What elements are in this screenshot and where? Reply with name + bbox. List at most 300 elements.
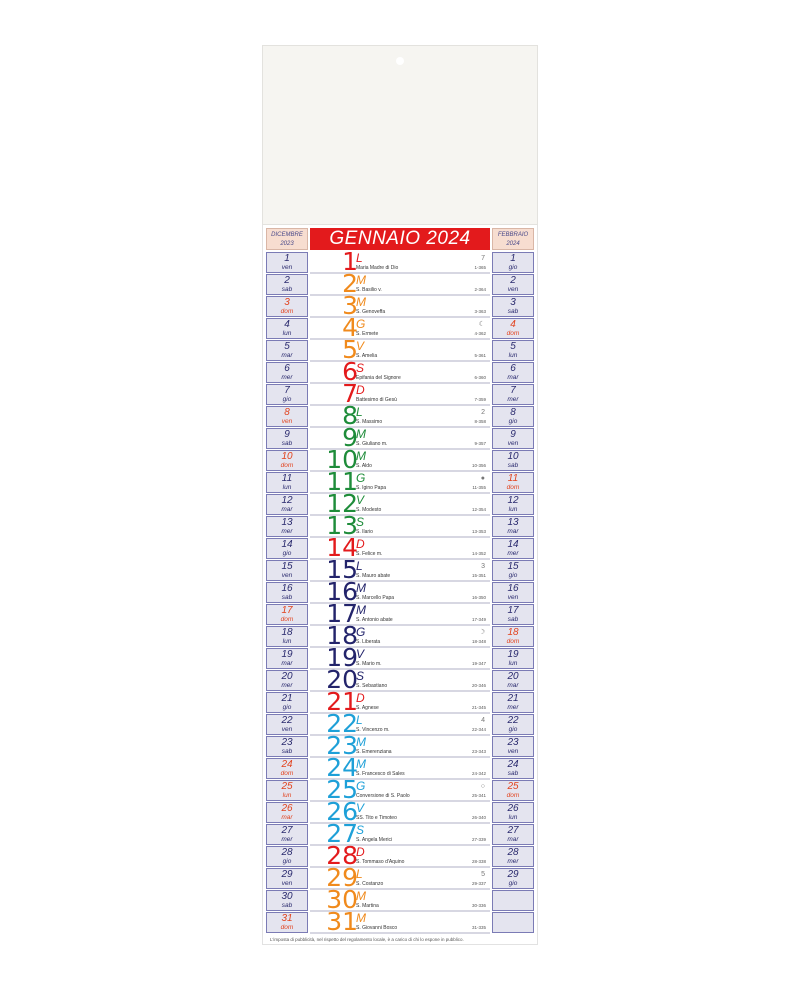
next-day-weekday: lun	[508, 660, 518, 667]
day-row	[266, 753, 534, 782]
prev-day-weekday: mar	[281, 506, 293, 513]
saint-name: S. Antonio abate	[356, 617, 393, 623]
next-day-number: 22	[507, 715, 519, 726]
next-day-weekday: gio	[508, 418, 518, 425]
saint-name: Maria Madre di Dio	[356, 265, 399, 271]
prev-day-number: 6	[284, 363, 290, 374]
prev-month-day	[266, 868, 308, 889]
prev-day-number: 28	[281, 847, 293, 858]
weekday-letter: M	[356, 581, 366, 595]
day-of-year-count: 12-354	[471, 507, 486, 512]
day-number: 3	[342, 291, 358, 320]
day-of-year-count: 15-351	[471, 573, 486, 578]
moon-phase-icon: ●	[480, 475, 485, 482]
prev-day-weekday: mer	[281, 374, 293, 381]
prev-month-year: 2023	[280, 241, 294, 247]
prev-day-weekday: dom	[280, 770, 294, 777]
next-month-day	[492, 604, 534, 625]
day-row	[266, 379, 534, 408]
weekday-letter: D	[356, 845, 365, 859]
prev-month-day	[266, 406, 308, 427]
prev-day-number: 18	[281, 627, 293, 638]
day-number: 15	[326, 555, 358, 584]
prev-month-day	[266, 582, 308, 603]
prev-month-day	[266, 758, 308, 779]
prev-month-day	[266, 648, 308, 669]
next-month-label	[492, 228, 534, 250]
prev-day-number: 7	[284, 385, 290, 396]
saint-name: S. Massimo	[356, 419, 383, 425]
weekday-letter: M	[356, 757, 366, 771]
saint-name: S. Martina	[356, 903, 379, 909]
weekday-letter: S	[356, 669, 365, 683]
next-day-weekday: gio	[508, 726, 518, 733]
day-of-year-count: 3-363	[474, 309, 486, 314]
next-day-number: 25	[507, 781, 519, 792]
prev-day-weekday: mar	[281, 814, 293, 821]
prev-day-number: 19	[281, 649, 293, 660]
prev-day-weekday: sab	[281, 748, 293, 755]
moon-phase-icon: 2	[481, 409, 485, 416]
next-day-weekday: ven	[507, 594, 519, 601]
day-row	[266, 599, 534, 628]
next-month-day	[492, 340, 534, 361]
next-day-number: 7	[510, 385, 516, 396]
prev-day-number: 15	[281, 561, 293, 572]
advertising-blank-area	[262, 45, 538, 225]
weekday-letter: G	[356, 779, 366, 793]
weekday-letter: V	[356, 339, 365, 353]
saint-name: S. Ilario	[356, 529, 373, 535]
day-row	[266, 863, 534, 892]
day-row	[266, 247, 534, 276]
next-day-number: 14	[507, 539, 519, 550]
saint-name: Epifania del Signore	[356, 375, 401, 381]
next-day-weekday: dom	[506, 638, 520, 645]
prev-day-weekday: dom	[280, 616, 294, 623]
day-number: 12	[326, 489, 358, 518]
day-row	[266, 687, 534, 716]
day-row	[266, 423, 534, 452]
saint-name: S. Liberata	[356, 639, 381, 645]
next-day-weekday: ven	[507, 286, 519, 293]
next-day-number: 15	[507, 561, 519, 572]
weekday-letter: V	[356, 801, 365, 815]
next-month-day	[492, 824, 534, 845]
prev-day-weekday: sab	[281, 440, 293, 447]
prev-day-weekday: mer	[281, 528, 293, 535]
next-day-number: 21	[507, 693, 519, 704]
next-day-weekday: mar	[507, 836, 519, 843]
prev-month-day	[266, 846, 308, 867]
day-row	[266, 357, 534, 386]
next-month-day	[492, 450, 534, 471]
prev-day-weekday: lun	[282, 638, 292, 645]
saint-name: S. Agnese	[356, 705, 379, 711]
next-day-weekday: gio	[508, 572, 518, 579]
prev-month-day	[266, 560, 308, 581]
prev-day-number: 27	[281, 825, 293, 836]
next-day-number: 28	[507, 847, 519, 858]
next-month-empty-cell	[492, 890, 534, 911]
january-day	[310, 907, 490, 936]
next-day-number: 6	[510, 363, 516, 374]
day-number: 24	[326, 753, 358, 782]
day-of-year-count: 24-342	[471, 771, 486, 776]
day-of-year-count: 31-335	[471, 925, 486, 930]
saint-name: S. Genoveffa	[356, 309, 386, 315]
next-day-weekday: sab	[507, 308, 519, 315]
prev-month-day	[266, 384, 308, 405]
next-day-number: 24	[507, 759, 519, 770]
prev-day-weekday: mer	[281, 682, 293, 689]
next-day-weekday: mer	[507, 704, 519, 711]
next-day-weekday: mer	[507, 858, 519, 865]
next-month-year: 2024	[506, 241, 520, 247]
day-number: 25	[326, 775, 358, 804]
day-number: 31	[326, 907, 358, 936]
prev-month-day	[266, 252, 308, 273]
day-of-year-count: 10-356	[471, 463, 486, 468]
prev-day-number: 10	[281, 451, 293, 462]
weekday-letter: L	[356, 405, 363, 419]
day-number: 11	[326, 467, 358, 496]
footer-note: L'imposta di pubblicità, nel rispetto del regolamento locale, è a carico di chi lo espone in pubblico.	[270, 937, 464, 942]
next-month-day	[492, 318, 534, 339]
next-day-number: 13	[507, 517, 519, 528]
moon-phase-icon: ☾	[478, 321, 485, 328]
prev-day-number: 25	[281, 781, 293, 792]
next-month-day	[492, 472, 534, 493]
day-number: 4	[342, 313, 358, 342]
prev-month-day	[266, 912, 308, 933]
day-row	[266, 555, 534, 584]
next-day-weekday: sab	[507, 616, 519, 623]
month-header	[266, 228, 534, 250]
weekday-letter: G	[356, 625, 366, 639]
saint-name: S. Mauro abate	[356, 573, 391, 579]
prev-day-number: 14	[281, 539, 293, 550]
saint-name: S. Tommaso d'Aquino	[356, 859, 405, 865]
prev-day-number: 8	[284, 407, 290, 418]
day-number: 9	[342, 423, 358, 452]
day-row	[266, 577, 534, 606]
day-of-year-count: 2-364	[474, 287, 486, 292]
prev-day-weekday: ven	[281, 726, 293, 733]
day-row	[266, 445, 534, 474]
moon-phase-icon: ☽	[478, 629, 485, 636]
day-row	[266, 621, 534, 650]
weekday-letter: D	[356, 537, 365, 551]
next-day-number: 5	[510, 341, 516, 352]
next-day-number: 11	[507, 473, 519, 484]
day-number: 19	[326, 643, 358, 672]
saint-name: S. Ermete	[356, 331, 379, 337]
day-row	[266, 819, 534, 848]
saint-name: S. Amelia	[356, 353, 378, 359]
prev-day-weekday: gio	[282, 550, 292, 557]
next-day-number: 18	[507, 627, 519, 638]
day-number: 8	[342, 401, 358, 430]
day-row	[266, 291, 534, 320]
day-of-year-count: 11-355	[472, 485, 486, 490]
next-day-number: 27	[507, 825, 519, 836]
day-row	[266, 643, 534, 672]
moon-phase-icon: 5	[481, 871, 485, 878]
day-row	[266, 511, 534, 540]
next-month-day	[492, 406, 534, 427]
prev-day-number: 13	[281, 517, 293, 528]
saint-name: S. Vincenzo m.	[356, 727, 390, 733]
prev-month-day	[266, 824, 308, 845]
day-number: 14	[326, 533, 358, 562]
weekday-letter: G	[356, 317, 366, 331]
weekday-letter: G	[356, 471, 366, 485]
prev-day-weekday: ven	[281, 880, 293, 887]
prev-day-weekday: gio	[282, 704, 292, 711]
prev-day-weekday: mar	[281, 660, 293, 667]
month-title: GENNAIO 2024	[310, 228, 490, 250]
day-number: 28	[326, 841, 358, 870]
next-month-day	[492, 780, 534, 801]
next-month-day	[492, 252, 534, 273]
prev-month-day	[266, 318, 308, 339]
prev-month-day	[266, 362, 308, 383]
day-of-year-count: 28-338	[471, 859, 486, 864]
prev-day-weekday: dom	[280, 462, 294, 469]
next-month-day	[492, 846, 534, 867]
next-month-day	[492, 692, 534, 713]
day-row	[266, 313, 534, 342]
moon-phase-icon: ○	[480, 783, 485, 790]
day-row	[266, 841, 534, 870]
day-of-year-count: 25-341	[471, 793, 486, 798]
saint-name: SS. Tito e Timoteo	[356, 815, 397, 821]
hanging-hole	[396, 57, 404, 65]
next-day-number: 29	[507, 869, 519, 880]
day-row	[266, 401, 534, 430]
prev-month-day	[266, 670, 308, 691]
prev-month-day	[266, 296, 308, 317]
day-of-year-count: 20-346	[471, 683, 486, 688]
moon-phase-icon: 7	[481, 255, 485, 262]
day-of-year-count: 5-361	[474, 353, 486, 358]
next-month-day	[492, 516, 534, 537]
prev-month-day	[266, 692, 308, 713]
weekday-letter: M	[356, 449, 366, 463]
day-row	[266, 269, 534, 298]
prev-month-day	[266, 802, 308, 823]
day-of-year-count: 23-343	[471, 749, 486, 754]
prev-day-number: 4	[284, 319, 290, 330]
next-day-weekday: lun	[508, 506, 518, 513]
prev-day-weekday: sab	[281, 286, 293, 293]
prev-day-number: 29	[281, 869, 293, 880]
weekday-letter: V	[356, 493, 365, 507]
prev-day-weekday: lun	[282, 792, 292, 799]
next-day-number: 23	[507, 737, 519, 748]
day-row	[266, 467, 534, 496]
day-of-year-count: 13-353	[471, 529, 486, 534]
saint-name: S. Sebastiano	[356, 683, 388, 689]
next-month-day	[492, 428, 534, 449]
next-month-day	[492, 648, 534, 669]
day-number: 5	[342, 335, 358, 364]
prev-month-day	[266, 472, 308, 493]
day-row	[266, 885, 534, 914]
saint-name: S. Francesco di Sales	[356, 771, 405, 777]
day-of-year-count: 19-347	[471, 661, 486, 666]
next-day-number: 10	[507, 451, 519, 462]
saint-name: Battesimo di Gesù	[356, 397, 397, 403]
next-day-weekday: mer	[507, 550, 519, 557]
prev-month-day	[266, 736, 308, 757]
next-day-weekday: ven	[507, 440, 519, 447]
day-row	[266, 489, 534, 518]
day-number: 20	[326, 665, 358, 694]
saint-name: S. Emerenziana	[356, 749, 392, 755]
prev-month-name: DICEMBRE	[271, 232, 303, 238]
prev-day-number: 9	[284, 429, 290, 440]
prev-day-number: 24	[281, 759, 293, 770]
prev-month-day	[266, 890, 308, 911]
day-of-year-count: 22-344	[471, 727, 486, 732]
prev-day-number: 31	[281, 913, 293, 924]
next-month-day	[492, 296, 534, 317]
day-number: 16	[326, 577, 358, 606]
next-day-weekday: sab	[507, 770, 519, 777]
prev-day-number: 11	[281, 473, 293, 484]
next-month-day	[492, 714, 534, 735]
prev-day-weekday: sab	[281, 594, 293, 601]
next-day-weekday: mar	[507, 374, 519, 381]
next-day-number: 9	[510, 429, 516, 440]
prev-day-number: 16	[281, 583, 293, 594]
day-number: 2	[342, 269, 358, 298]
prev-day-number: 30	[281, 891, 293, 902]
day-number: 30	[326, 885, 358, 914]
day-of-year-count: 26-340	[471, 815, 486, 820]
next-day-weekday: lun	[508, 352, 518, 359]
weekday-letter: M	[356, 735, 366, 749]
saint-name: S. Aldo	[356, 463, 372, 469]
day-number: 23	[326, 731, 358, 760]
weekday-letter: S	[356, 361, 365, 375]
day-of-year-count: 8-358	[474, 419, 486, 424]
day-row	[266, 665, 534, 694]
next-month-name: FEBBRAIO	[497, 232, 529, 238]
day-of-year-count: 16-350	[471, 595, 486, 600]
next-day-number: 3	[510, 297, 516, 308]
prev-day-weekday: dom	[280, 308, 294, 315]
next-day-number: 16	[507, 583, 519, 594]
prev-day-number: 2	[284, 275, 290, 286]
weekday-letter: L	[356, 867, 363, 881]
day-of-year-count: 4-362	[474, 331, 486, 336]
saint-name: S. Giuliano m.	[356, 441, 388, 447]
prev-day-weekday: ven	[281, 264, 293, 271]
prev-day-weekday: lun	[282, 330, 292, 337]
next-day-weekday: dom	[506, 484, 520, 491]
next-day-number: 8	[510, 407, 516, 418]
weekday-letter: D	[356, 383, 365, 397]
prev-month-day	[266, 450, 308, 471]
day-rows	[266, 247, 534, 936]
day-number: 6	[342, 357, 358, 386]
prev-month-day	[266, 516, 308, 537]
weekday-letter: M	[356, 273, 366, 287]
prev-month-day	[266, 604, 308, 625]
saint-name: S. Giovanni Bosco	[356, 925, 398, 931]
day-number: 13	[326, 511, 358, 540]
next-month-day	[492, 384, 534, 405]
prev-day-weekday: gio	[282, 858, 292, 865]
prev-day-number: 23	[281, 737, 293, 748]
weekday-letter: M	[356, 295, 366, 309]
weekday-letter: S	[356, 823, 365, 837]
prev-day-number: 12	[281, 495, 293, 506]
weekday-letter: M	[356, 889, 366, 903]
next-day-number: 17	[507, 605, 519, 616]
day-of-year-count: 27-339	[471, 837, 486, 842]
weekday-letter: L	[356, 713, 363, 727]
prev-month-day	[266, 274, 308, 295]
next-day-weekday: dom	[506, 330, 520, 337]
prev-month-day	[266, 714, 308, 735]
day-of-year-count: 21-345	[471, 705, 486, 710]
moon-phase-icon: 3	[481, 563, 485, 570]
next-day-number: 1	[510, 253, 516, 264]
prev-month-day	[266, 780, 308, 801]
next-month-day	[492, 362, 534, 383]
next-month-day	[492, 802, 534, 823]
saint-name: S. Angela Merici	[356, 837, 393, 843]
day-row	[266, 709, 534, 738]
day-number: 18	[326, 621, 358, 650]
day-number: 10	[326, 445, 358, 474]
prev-month-day	[266, 494, 308, 515]
next-day-weekday: gio	[508, 880, 518, 887]
day-of-year-count: 14-352	[471, 551, 486, 556]
prev-day-weekday: sab	[281, 902, 293, 909]
day-number: 27	[326, 819, 358, 848]
saint-name: S. Felice m.	[356, 551, 383, 557]
prev-month-label	[266, 228, 308, 250]
day-row	[266, 335, 534, 364]
next-month-day	[492, 538, 534, 559]
day-number: 7	[342, 379, 358, 408]
next-day-number: 2	[510, 275, 516, 286]
prev-day-weekday: dom	[280, 924, 294, 931]
prev-day-number: 5	[284, 341, 290, 352]
weekday-letter: V	[356, 647, 365, 661]
day-number: 1	[342, 247, 358, 276]
prev-day-number: 21	[281, 693, 293, 704]
prev-day-weekday: gio	[282, 396, 292, 403]
next-day-weekday: lun	[508, 814, 518, 821]
day-of-year-count: 30-336	[471, 903, 486, 908]
saint-name: S. Marcello Papa	[356, 595, 395, 601]
next-month-day	[492, 274, 534, 295]
weekday-letter: M	[356, 911, 366, 925]
next-day-number	[493, 891, 533, 892]
next-day-number: 26	[507, 803, 519, 814]
day-number: 22	[326, 709, 358, 738]
next-day-weekday: gio	[508, 264, 518, 271]
prev-day-weekday: ven	[281, 572, 293, 579]
next-month-day	[492, 582, 534, 603]
next-month-day	[492, 868, 534, 889]
